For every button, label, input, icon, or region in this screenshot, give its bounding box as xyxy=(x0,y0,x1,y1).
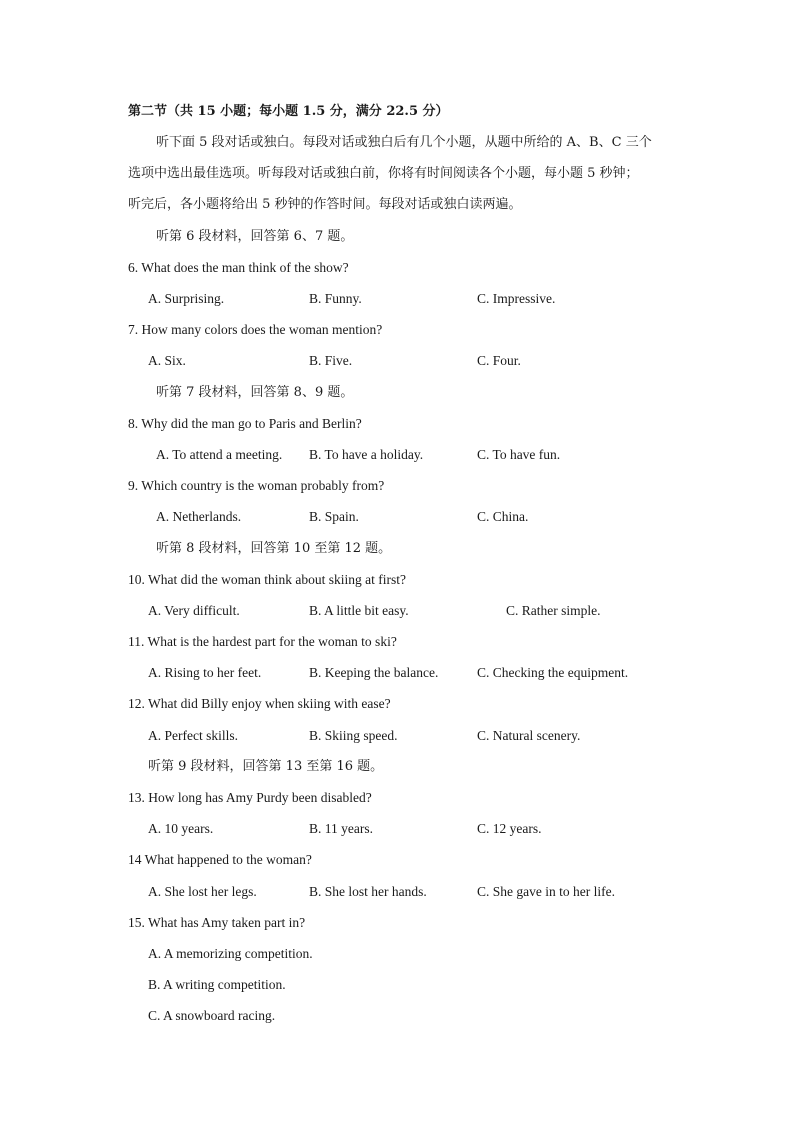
option-b: B. Skiing speed. xyxy=(309,728,398,743)
option-a: A. She lost her legs. xyxy=(148,884,257,899)
option-a: A. A memorizing competition. xyxy=(148,946,313,961)
option-a: A. To attend a meeting. xyxy=(156,447,283,462)
question-stem: 15. What has Amy taken part in? xyxy=(128,915,306,930)
option-c: C. Checking the equipment. xyxy=(477,665,629,680)
option-a: A. Surprising. xyxy=(148,291,225,306)
option-a: A. 10 years. xyxy=(148,821,214,836)
question-stem: 7. How many colors does the woman mention? xyxy=(128,322,383,337)
material-heading: 听第 6 段材料，回答第 6、7 题。 xyxy=(156,229,354,244)
option-b: B. 11 years. xyxy=(309,821,373,836)
option-c: C. To have fun. xyxy=(477,447,561,462)
instruction-line-3: 听完后，各小题将给出 5 秒钟的作答时间。每段对话或独白读两遍。 xyxy=(128,197,522,212)
option-c: C. She gave in to her life. xyxy=(477,884,615,899)
material-heading: 听第 7 段材料，回答第 8、9 题。 xyxy=(156,385,354,400)
option-a: A. Very difficult. xyxy=(148,603,240,618)
option-c: C. 12 years. xyxy=(477,821,542,836)
option-b: B. Funny. xyxy=(309,291,362,306)
material-heading: 听第 8 段材料，回答第 10 至第 12 题。 xyxy=(156,541,392,556)
option-a: A. Perfect skills. xyxy=(148,728,238,743)
question-stem: 6. What does the man think of the show? xyxy=(128,260,349,275)
question-stem: 10. What did the woman think about skiing at first? xyxy=(128,572,406,587)
question-stem: 12. What did Billy enjoy when skiing with ease? xyxy=(128,696,391,711)
option-a: A. Six. xyxy=(148,353,186,368)
option-a: A. Rising to her feet. xyxy=(148,665,262,680)
option-b: B. Spain. xyxy=(309,509,359,524)
option-c: C. Natural scenery. xyxy=(477,728,581,743)
option-b: B. A writing competition. xyxy=(148,977,286,992)
option-b: B. To have a holiday. xyxy=(309,447,424,462)
option-c: C. Impressive. xyxy=(477,291,556,306)
option-c: C. Four. xyxy=(477,353,521,368)
option-b: B. A little bit easy. xyxy=(309,603,409,618)
option-a: A. Netherlands. xyxy=(156,509,242,524)
option-b: B. She lost her hands. xyxy=(309,884,427,899)
instruction-line-2: 选项中选出最佳选项。听每段对话或独白前，你将有时间阅读各个小题，每小题 5 秒钟； xyxy=(128,166,639,181)
option-b: B. Five. xyxy=(309,353,353,368)
instruction-line-1: 听下面 5 段对话或独白。每段对话或独白后有几个小题，从题中所给的 A、B、C 三个 xyxy=(156,135,652,150)
question-stem: 8. Why did the man go to Paris and Berlin? xyxy=(128,416,362,431)
question-stem: 11. What is the hardest part for the woman to ski? xyxy=(128,634,397,649)
question-stem: 13. How long has Amy Purdy been disabled? xyxy=(128,790,372,805)
section-title: 第二节（共 15 小题；每小题 1.5 分，满分 22.5 分） xyxy=(128,104,449,119)
question-stem: 9. Which country is the woman probably from? xyxy=(128,478,385,493)
material-heading: 听第 9 段材料，回答第 13 至第 16 题。 xyxy=(148,759,384,774)
option-b: B. Keeping the balance. xyxy=(309,665,439,680)
option-c: C. A snowboard racing. xyxy=(148,1008,276,1023)
question-stem: 14 What happened to the woman? xyxy=(128,852,312,867)
option-c: C. China. xyxy=(477,509,529,524)
option-c: C. Rather simple. xyxy=(506,603,601,618)
